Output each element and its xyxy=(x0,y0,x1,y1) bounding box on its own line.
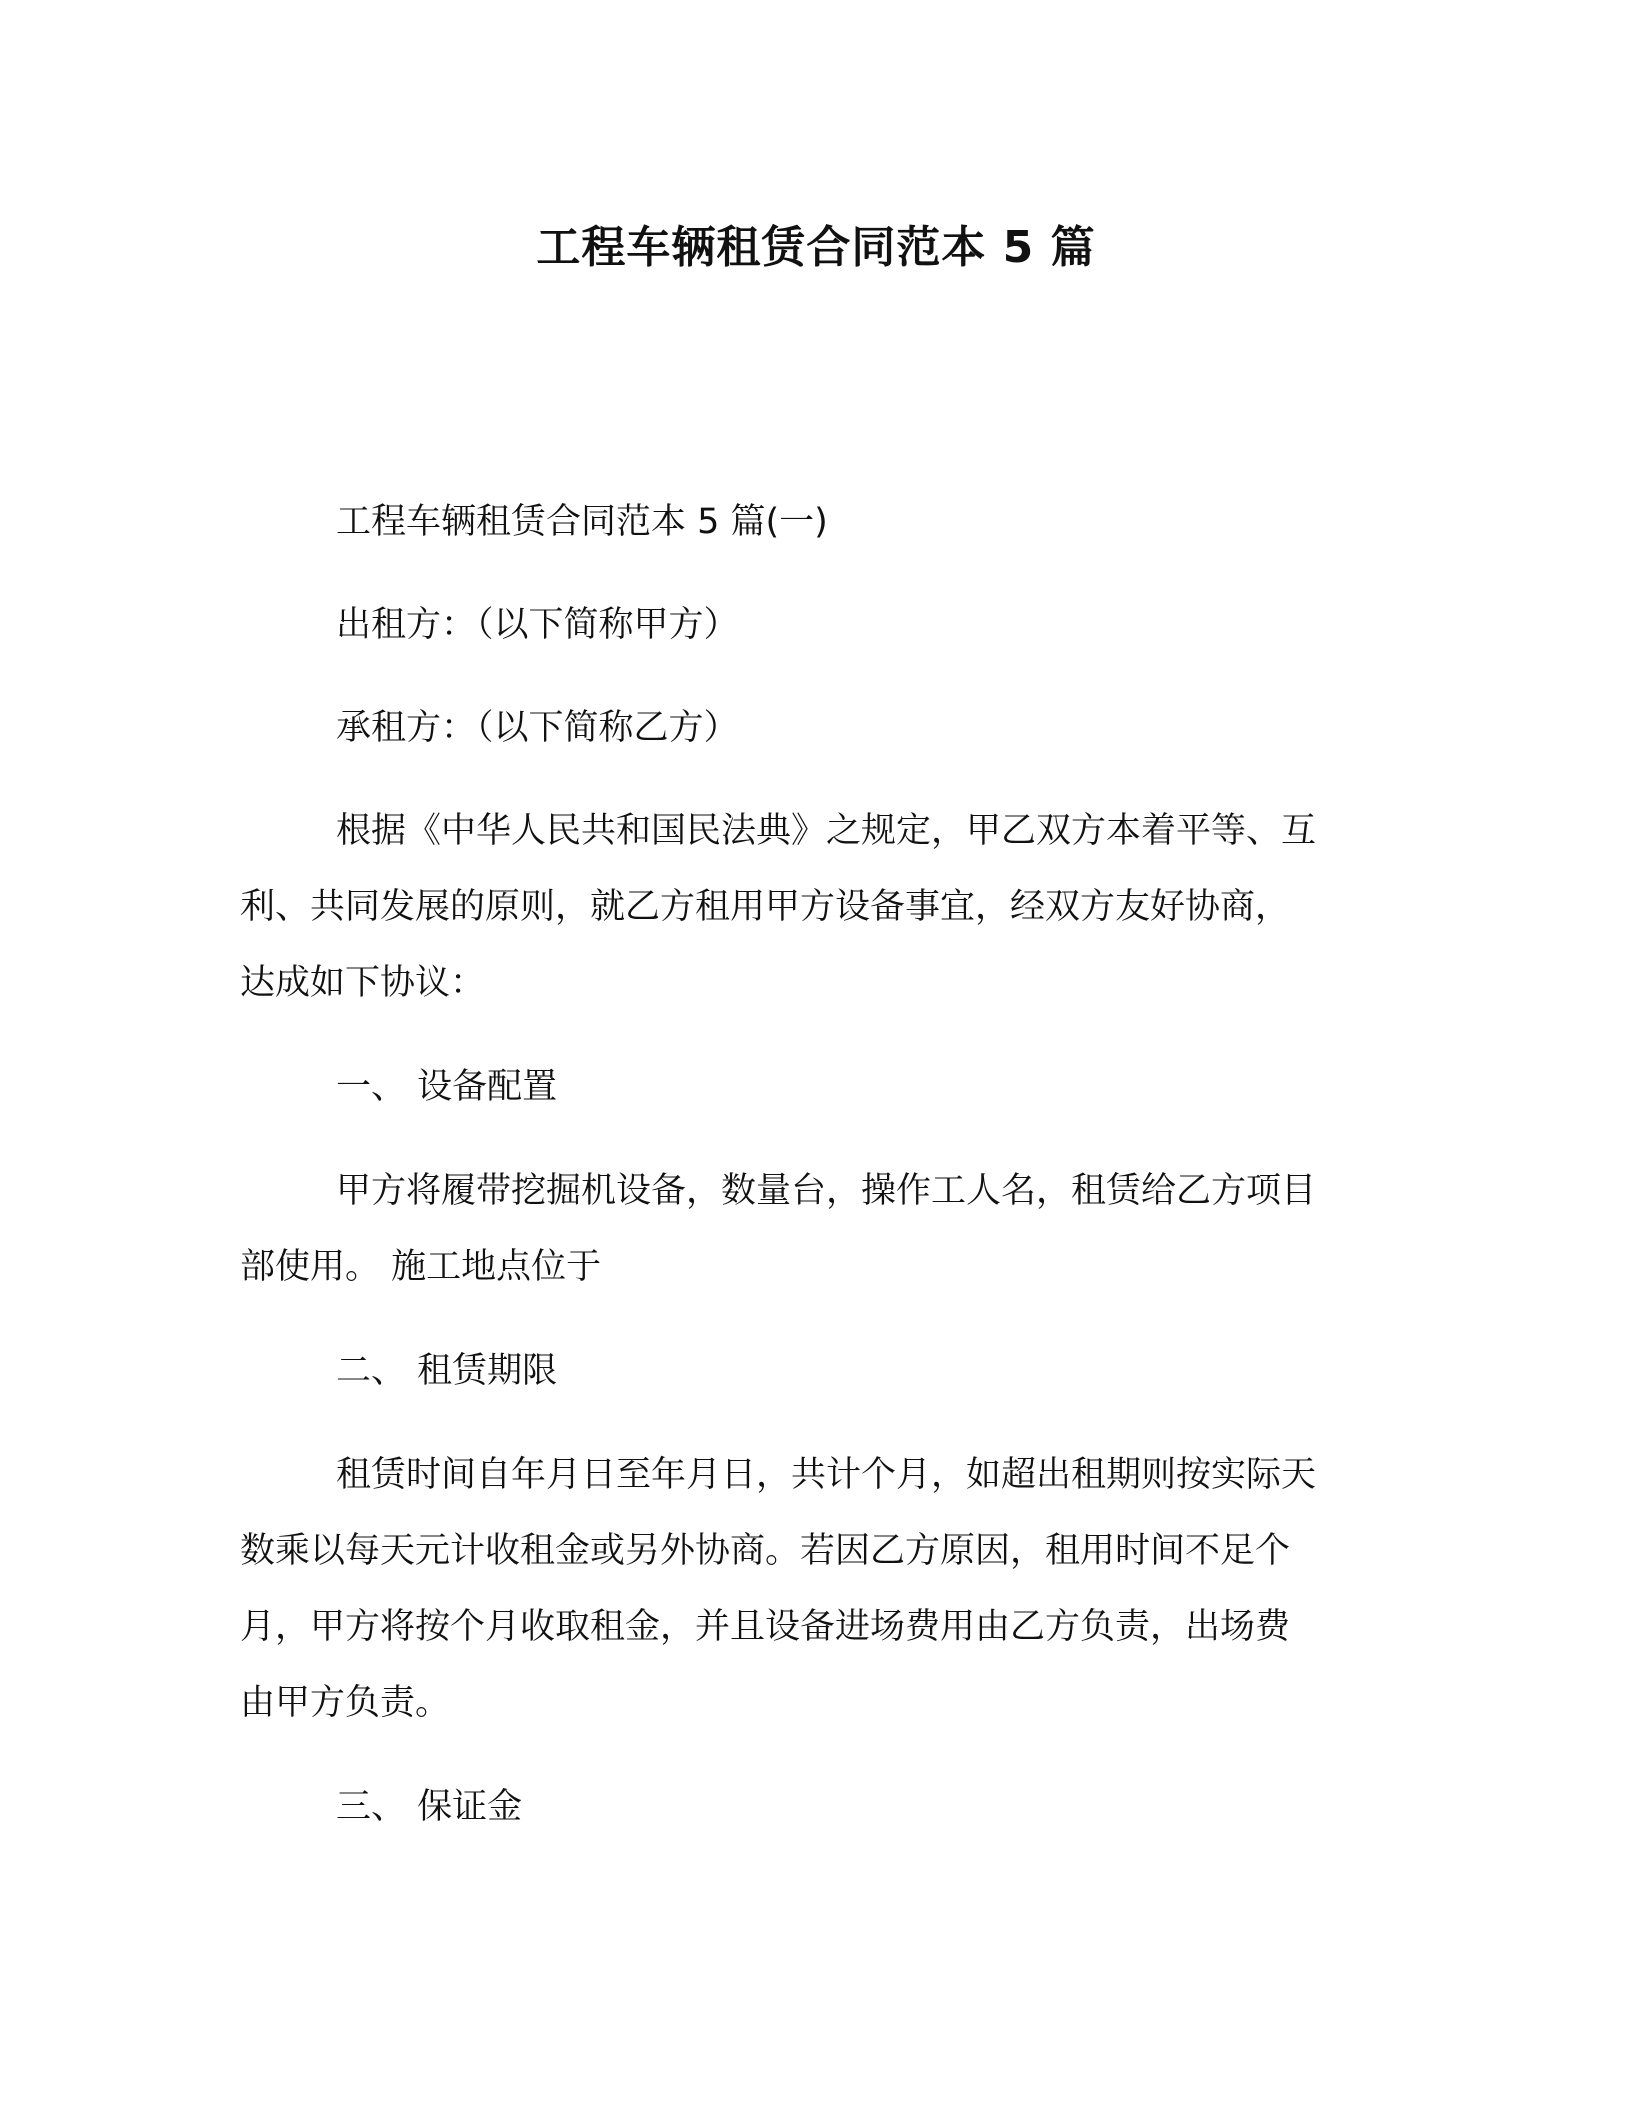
section-2-body-line-2: 数乘以每天元计收租金或另外协商。若因乙方原因，租用时间不足个 xyxy=(240,1531,1291,1571)
section-2-heading: 二、 租赁期限 xyxy=(336,1351,558,1391)
document-title: 工程车辆租赁合同范本 5 篇 xyxy=(536,222,1096,273)
section-1-heading: 一、 设备配置 xyxy=(336,1067,558,1107)
preamble-line-2: 利、共同发展的原则，就乙方租用甲方设备事宜，经双方友好协商， xyxy=(240,887,1291,927)
preamble-line-3: 达成如下协议： xyxy=(240,963,486,1003)
section-3-heading: 三、 保证金 xyxy=(336,1787,523,1827)
section-2-body-line-1: 租赁时间自年月日至年月日，共计个月，如超出租期则按实际天 xyxy=(336,1455,1317,1495)
section-1-body-line-2: 部使用。 施工地点位于 xyxy=(240,1247,602,1287)
preamble-line-1: 根据《中华人民共和国民法典》之规定，甲乙双方本着平等、互 xyxy=(336,811,1317,851)
section-1-body-line-1: 甲方将履带挖掘机设备，数量台，操作工人名，租赁给乙方项目 xyxy=(336,1171,1317,1211)
document-subtitle: 工程车辆租赁合同范本 5 篇(一) xyxy=(336,502,828,542)
section-2-body-line-4: 由甲方负责。 xyxy=(240,1683,451,1723)
section-2-body-line-3: 月，甲方将按个月收取租金，并且设备进场费用由乙方负责，出场费 xyxy=(240,1607,1291,1647)
lessee-line: 承租方：（以下简称乙方） xyxy=(336,708,739,748)
lessor-line: 出租方：（以下简称甲方） xyxy=(336,605,739,645)
